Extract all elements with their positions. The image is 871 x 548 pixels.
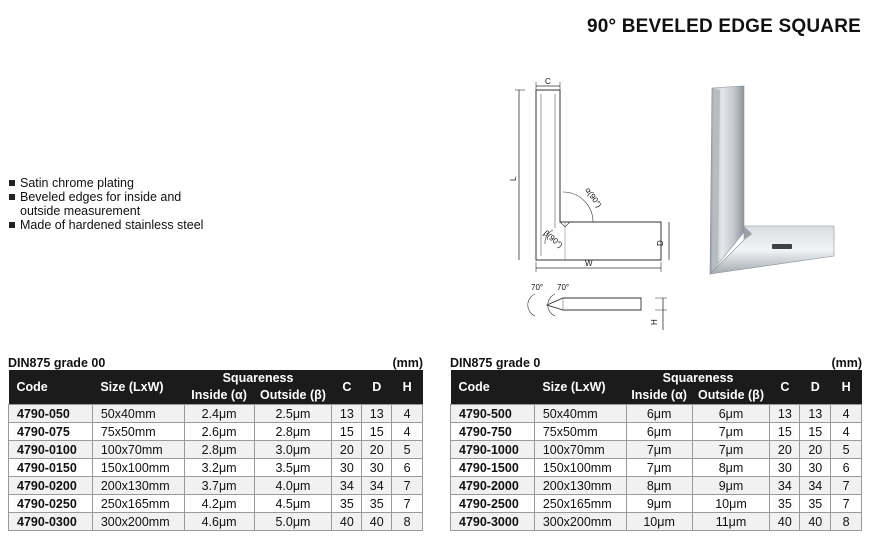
cell-d: 35 bbox=[362, 495, 392, 513]
cell-c: 34 bbox=[770, 477, 800, 495]
cell-d: 40 bbox=[800, 513, 831, 531]
cell-h: 4 bbox=[831, 405, 862, 423]
col-outside: Outside (β) bbox=[254, 387, 332, 405]
cell-size: 150x100mm bbox=[92, 459, 184, 477]
col-h: H bbox=[831, 370, 862, 405]
cell-d: 15 bbox=[362, 423, 392, 441]
cell-code: 4790-1000 bbox=[451, 441, 535, 459]
cell-outside: 9μm bbox=[692, 477, 770, 495]
cell-d: 34 bbox=[800, 477, 831, 495]
cell-h: 6 bbox=[831, 459, 862, 477]
table-row bbox=[9, 459, 423, 477]
cell-size: 250x165mm bbox=[92, 495, 184, 513]
cell-outside: 3.0μm bbox=[254, 441, 332, 459]
cell-size: 100x70mm bbox=[534, 441, 626, 459]
cell-d: 13 bbox=[362, 405, 392, 423]
cell-code: 4790-0300 bbox=[9, 513, 93, 531]
brand-logo bbox=[772, 244, 792, 249]
table-row bbox=[451, 459, 862, 477]
cell-inside: 9μm bbox=[626, 495, 692, 513]
cell-d: 13 bbox=[800, 405, 831, 423]
cell-inside: 6μm bbox=[626, 423, 692, 441]
cell-c: 35 bbox=[770, 495, 800, 513]
dim-c-label: C bbox=[545, 77, 551, 86]
cell-h: 8 bbox=[392, 513, 423, 531]
table-caption: DIN875 grade 00 bbox=[8, 356, 106, 370]
cell-c: 30 bbox=[770, 459, 800, 477]
cell-h: 5 bbox=[831, 441, 862, 459]
cell-code: 4790-1500 bbox=[451, 459, 535, 477]
col-size: Size (LxW) bbox=[534, 370, 626, 405]
col-outside: Outside (β) bbox=[692, 387, 770, 405]
table-unit: (mm) bbox=[392, 356, 423, 370]
angle-right-label: 70° bbox=[557, 283, 570, 292]
table-row bbox=[9, 477, 423, 495]
cell-c: 15 bbox=[332, 423, 362, 441]
cell-outside: 4.5μm bbox=[254, 495, 332, 513]
cell-c: 15 bbox=[770, 423, 800, 441]
cell-size: 200x130mm bbox=[534, 477, 626, 495]
cell-h: 4 bbox=[831, 423, 862, 441]
cell-size: 100x70mm bbox=[92, 441, 184, 459]
cell-outside: 8μm bbox=[692, 459, 770, 477]
cell-size: 250x165mm bbox=[534, 495, 626, 513]
cell-d: 20 bbox=[362, 441, 392, 459]
cell-c: 13 bbox=[332, 405, 362, 423]
cell-code: 4790-0200 bbox=[9, 477, 93, 495]
cell-outside: 5.0μm bbox=[254, 513, 332, 531]
feature-item: Beveled edges for inside and outside measurement bbox=[8, 190, 200, 218]
cell-h: 7 bbox=[831, 477, 862, 495]
cell-d: 30 bbox=[800, 459, 831, 477]
cell-d: 20 bbox=[800, 441, 831, 459]
cell-c: 30 bbox=[332, 459, 362, 477]
cell-outside: 2.8μm bbox=[254, 423, 332, 441]
col-c: C bbox=[770, 370, 800, 405]
col-h: H bbox=[392, 370, 423, 405]
cell-code: 4790-0250 bbox=[9, 495, 93, 513]
table-grade-00 bbox=[8, 352, 423, 531]
cell-outside: 3.5μm bbox=[254, 459, 332, 477]
table-row bbox=[9, 423, 423, 441]
col-code: Code bbox=[9, 370, 93, 405]
cell-h: 7 bbox=[392, 495, 423, 513]
cell-inside: 2.8μm bbox=[184, 441, 254, 459]
cell-inside: 2.4μm bbox=[184, 405, 254, 423]
cell-inside: 3.2μm bbox=[184, 459, 254, 477]
cell-outside: 11μm bbox=[692, 513, 770, 531]
cell-size: 300x200mm bbox=[92, 513, 184, 531]
cell-d: 34 bbox=[362, 477, 392, 495]
cell-code: 4790-2500 bbox=[451, 495, 535, 513]
cell-code: 4790-0100 bbox=[9, 441, 93, 459]
table-row bbox=[451, 405, 862, 423]
col-squareness: Squareness bbox=[184, 370, 332, 387]
col-inside: Inside (α) bbox=[184, 387, 254, 405]
angle-left-label: 70° bbox=[531, 283, 544, 292]
table-row bbox=[9, 441, 423, 459]
cell-inside: 8μm bbox=[626, 477, 692, 495]
cell-h: 8 bbox=[831, 513, 862, 531]
cell-outside: 7μm bbox=[692, 423, 770, 441]
cell-c: 40 bbox=[332, 513, 362, 531]
cell-code: 4790-500 bbox=[451, 405, 535, 423]
cell-code: 4790-750 bbox=[451, 423, 535, 441]
dim-h-label: H bbox=[650, 319, 659, 325]
dim-w-label: W bbox=[585, 259, 593, 268]
col-inside: Inside (α) bbox=[626, 387, 692, 405]
cell-h: 6 bbox=[392, 459, 423, 477]
table-row bbox=[9, 495, 423, 513]
technical-drawing bbox=[505, 72, 675, 332]
table-row bbox=[451, 441, 862, 459]
cell-outside: 10μm bbox=[692, 495, 770, 513]
cell-inside: 7μm bbox=[626, 441, 692, 459]
cell-c: 34 bbox=[332, 477, 362, 495]
cell-code: 4790-3000 bbox=[451, 513, 535, 531]
col-d: D bbox=[362, 370, 392, 405]
table-row bbox=[9, 405, 423, 423]
cell-c: 40 bbox=[770, 513, 800, 531]
col-code: Code bbox=[451, 370, 535, 405]
cell-inside: 4.6μm bbox=[184, 513, 254, 531]
cell-outside: 6μm bbox=[692, 405, 770, 423]
cell-h: 5 bbox=[392, 441, 423, 459]
cell-inside: 2.6μm bbox=[184, 423, 254, 441]
page-title: 90° BEVELED EDGE SQUARE bbox=[586, 16, 861, 37]
table-row bbox=[451, 423, 862, 441]
col-size: Size (LxW) bbox=[92, 370, 184, 405]
table-grade-0 bbox=[450, 352, 862, 531]
cell-h: 4 bbox=[392, 405, 423, 423]
cell-outside: 7μm bbox=[692, 441, 770, 459]
cell-code: 4790-050 bbox=[9, 405, 93, 423]
cell-h: 7 bbox=[831, 495, 862, 513]
cell-size: 150x100mm bbox=[534, 459, 626, 477]
product-photo bbox=[700, 84, 840, 276]
cell-d: 35 bbox=[800, 495, 831, 513]
table-unit: (mm) bbox=[831, 356, 862, 370]
cell-size: 75x50mm bbox=[534, 423, 626, 441]
table-row bbox=[451, 513, 862, 531]
cell-d: 40 bbox=[362, 513, 392, 531]
alpha-label: α(90°) bbox=[583, 185, 604, 210]
cell-d: 15 bbox=[800, 423, 831, 441]
cell-outside: 4.0μm bbox=[254, 477, 332, 495]
table-caption: DIN875 grade 0 bbox=[450, 356, 541, 370]
feature-item: Made of hardened stainless steel bbox=[8, 218, 203, 232]
cell-code: 4790-075 bbox=[9, 423, 93, 441]
cell-size: 75x50mm bbox=[92, 423, 184, 441]
col-d: D bbox=[800, 370, 831, 405]
cell-size: 300x200mm bbox=[534, 513, 626, 531]
dim-l-label: L bbox=[509, 176, 518, 181]
col-squareness: Squareness bbox=[626, 370, 770, 387]
beta-label: β(90°) bbox=[541, 228, 565, 250]
cell-c: 35 bbox=[332, 495, 362, 513]
cell-size: 200x130mm bbox=[92, 477, 184, 495]
cell-inside: 7μm bbox=[626, 459, 692, 477]
cell-size: 50x40mm bbox=[534, 405, 626, 423]
feature-item: Satin chrome plating bbox=[8, 176, 203, 190]
cell-inside: 4.2μm bbox=[184, 495, 254, 513]
cell-c: 20 bbox=[770, 441, 800, 459]
cell-outside: 2.5μm bbox=[254, 405, 332, 423]
cell-h: 4 bbox=[392, 423, 423, 441]
cell-inside: 3.7μm bbox=[184, 477, 254, 495]
feature-list bbox=[8, 176, 203, 232]
cell-d: 30 bbox=[362, 459, 392, 477]
cell-c: 20 bbox=[332, 441, 362, 459]
col-c: C bbox=[332, 370, 362, 405]
cell-h: 7 bbox=[392, 477, 423, 495]
cell-code: 4790-0150 bbox=[9, 459, 93, 477]
table-row bbox=[451, 477, 862, 495]
cell-inside: 10μm bbox=[626, 513, 692, 531]
cell-code: 4790-2000 bbox=[451, 477, 535, 495]
cell-c: 13 bbox=[770, 405, 800, 423]
cell-size: 50x40mm bbox=[92, 405, 184, 423]
table-row bbox=[9, 513, 423, 531]
table-row bbox=[451, 495, 862, 513]
dim-d-label: D bbox=[656, 240, 665, 246]
cell-inside: 6μm bbox=[626, 405, 692, 423]
